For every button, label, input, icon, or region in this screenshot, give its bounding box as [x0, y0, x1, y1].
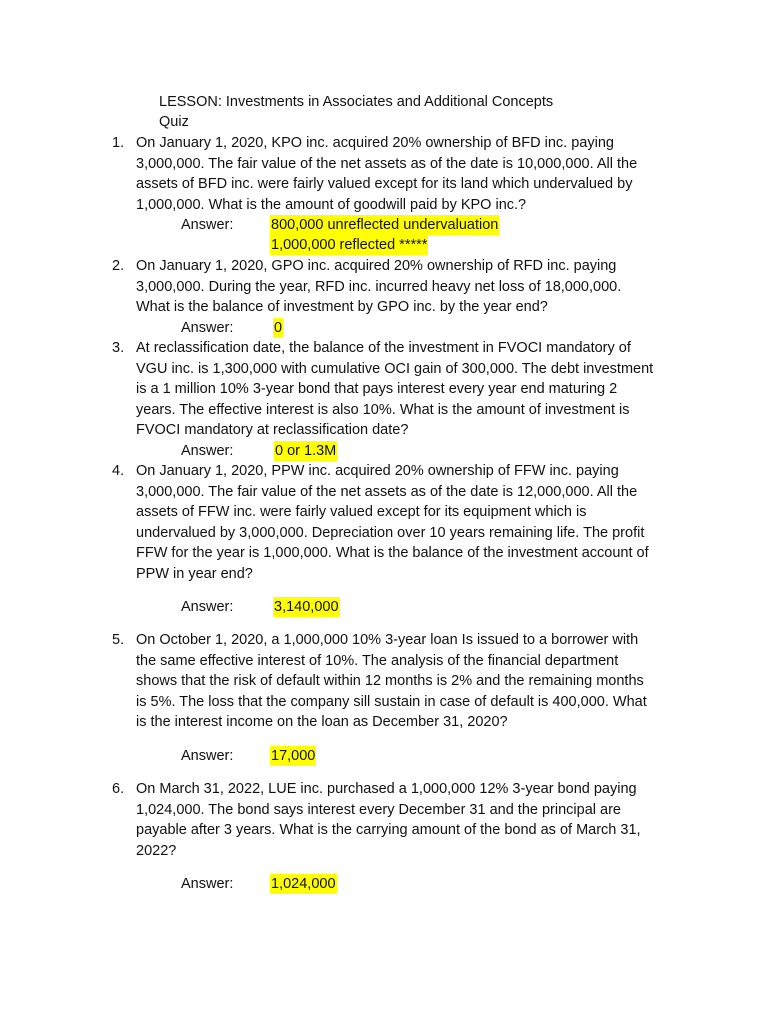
answer-label: Answer: — [181, 599, 234, 615]
question-text: At reclassification date, the balance of the investment in FVOCI mandatory of VGU inc. is 1,300,000 with cumulative OCI gain of 300,000. The debt investment is a 1 million 10% 3-year bond that pays interest every year end maturing 2 years. The effective interest is also 10%. What is the amount of investment is FVOCI mandatory at reclassification date? — [136, 340, 654, 439]
document-header — [159, 92, 553, 132]
question-text: On January 1, 2020, GPO inc. acquired 20% ownership of RFD inc. paying 3,000,000. During the year, RFD inc. incurred heavy net loss of 18,000,000. What is the balance of investment by GPO inc. by the year end? — [136, 258, 622, 316]
question-1 — [112, 133, 684, 215]
answer-row-1a — [181, 215, 499, 235]
answer-highlight: 0 or 1.3M — [275, 443, 337, 459]
question-number: 5. — [112, 632, 125, 648]
answer-row-3 — [181, 441, 337, 461]
question-number: 6. — [112, 781, 125, 797]
answer-highlight: 1,024,000 — [271, 876, 336, 892]
question-6 — [112, 779, 684, 861]
answer-row-4 — [181, 597, 339, 617]
question-number: 2. — [112, 258, 125, 274]
question-number: 4. — [112, 463, 125, 479]
answer-row-6 — [181, 874, 336, 894]
question-number: 1. — [112, 135, 125, 151]
question-text: On January 1, 2020, KPO inc. acquired 20% ownership of BFD inc. paying 3,000,000. The fair value of the net assets as of the date is 10,000,000. All the assets of BFD inc. were fairly valued except for its land which undervalued by 1,000,000. What is the amount of goodwill paid by KPO inc.? — [136, 135, 638, 213]
question-3 — [112, 338, 684, 441]
question-text: On January 1, 2020, PPW inc. acquired 20% ownership of FFW inc. paying 3,000,000. The fair value of the net assets as of the date is 12,000,000. All the assets of FFW inc. were fairly valued except for its equipment which is undervalued by 3,000,000. Depreciation over 10 years remaining life. The profit FFW for the year is 1,000,000. What is the balance of the investment account of PPW in year end? — [136, 463, 649, 582]
answer-label: Answer: — [181, 876, 234, 892]
question-5 — [112, 630, 684, 733]
answer-label: Answer: — [181, 320, 234, 336]
lesson-title: LESSON: Investments in Associates and Additional Concepts — [159, 94, 554, 110]
answer-label: Answer: — [181, 217, 234, 233]
question-2 — [112, 256, 684, 318]
answer-highlight: 0 — [274, 320, 283, 336]
question-text: On March 31, 2022, LUE inc. purchased a 1,000,000 12% 3-year bond paying 1,024,000. The bond says interest every December 31 and the principal are payable after 3 years. What is the carrying amount of the bond as of March 31, 2022? — [136, 781, 641, 859]
quiz-subtitle: Quiz — [159, 114, 189, 130]
question-text: On October 1, 2020, a 1,000,000 10% 3-year loan Is issued to a borrower with the same effective interest of 10%. The analysis of the financial department shows that the risk of default within 12 months is 2% and the remaining months is 5%. The loss that the company sill sustain in case of default is 400,000. What is the interest income on the loan as December 31, 2020? — [136, 632, 647, 731]
answer-label: Answer: — [181, 748, 234, 764]
answer-row-5 — [181, 746, 316, 766]
answer-highlight: 800,000 unreflected undervaluation — [271, 217, 499, 233]
answer-highlight: 3,140,000 — [274, 599, 339, 615]
question-4 — [112, 461, 684, 585]
answer-highlight: 1,000,000 reflected ***** — [271, 237, 428, 253]
answer-label: Answer: — [181, 443, 234, 459]
answer-highlight: 17,000 — [271, 748, 316, 764]
answer-row-2 — [181, 318, 283, 338]
question-number: 3. — [112, 340, 125, 356]
